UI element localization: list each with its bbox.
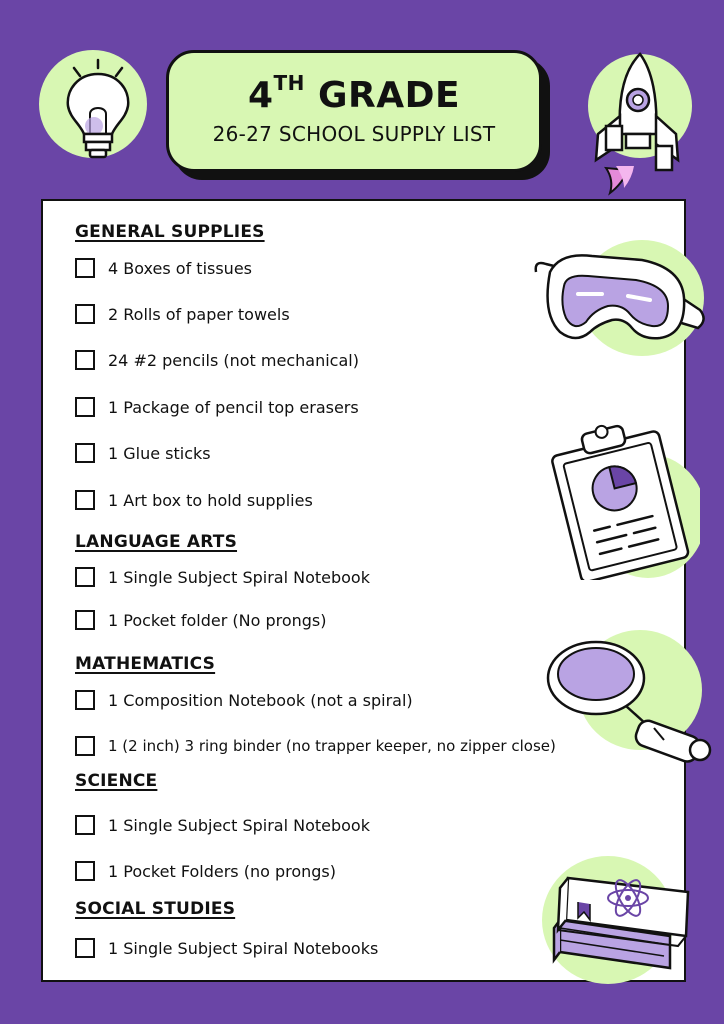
rocket-icon [580, 48, 692, 196]
list-item [75, 690, 413, 710]
grade-number: 4 [247, 75, 274, 116]
item-label: 1 (2 inch) 3 ring binder (no trapper keeper, no zipper close) [108, 737, 556, 755]
list-item [75, 938, 378, 958]
checkbox[interactable] [75, 736, 95, 756]
item-label: 1 Single Subject Spiral Notebooks [108, 938, 379, 958]
books-icon [538, 848, 694, 988]
item-label: 1 Pocket Folders (no prongs) [108, 861, 336, 881]
list-item [75, 861, 336, 881]
section-heading-social-studies: SOCIAL STUDIES [75, 899, 236, 919]
list-item [75, 815, 370, 835]
grade-suffix: TH [273, 71, 305, 95]
checkbox[interactable] [75, 258, 95, 278]
checkbox[interactable] [75, 610, 95, 630]
grade-word: GRADE [317, 75, 461, 116]
checkbox[interactable] [75, 815, 95, 835]
item-label: 1 Single Subject Spiral Notebook [108, 815, 370, 835]
item-label: 1 Art box to hold supplies [108, 490, 313, 510]
list-item [75, 736, 556, 756]
section-heading-language-arts: LANGUAGE ARTS [75, 532, 238, 552]
list-item [75, 258, 252, 278]
list-item [75, 567, 370, 587]
magnifying-glass-icon [542, 628, 714, 768]
title-box [166, 50, 542, 172]
item-label: 24 #2 pencils (not mechanical) [108, 350, 359, 370]
list-item [75, 304, 290, 324]
checkbox[interactable] [75, 861, 95, 881]
item-label: 1 Single Subject Spiral Notebook [108, 567, 370, 587]
item-label: 1 Pocket folder (No prongs) [108, 610, 327, 630]
list-item [75, 490, 313, 510]
item-label: 1 Package of pencil top erasers [108, 397, 359, 417]
checkbox[interactable] [75, 397, 95, 417]
item-label: 1 Composition Notebook (not a spiral) [108, 690, 413, 710]
clipboard-icon [538, 412, 700, 580]
page-title [169, 71, 539, 116]
checkbox[interactable] [75, 938, 95, 958]
checkbox[interactable] [75, 443, 95, 463]
checkbox[interactable] [75, 304, 95, 324]
section-heading-science: SCIENCE [75, 771, 158, 791]
item-label: 4 Boxes of tissues [108, 258, 252, 278]
checkbox[interactable] [75, 567, 95, 587]
checkbox[interactable] [75, 690, 95, 710]
item-label: 2 Rolls of paper towels [108, 304, 290, 324]
list-item [75, 610, 327, 630]
page-subtitle: 26-27 SCHOOL SUPPLY LIST [212, 122, 496, 146]
goggles-icon [532, 238, 708, 360]
list-item [75, 350, 359, 370]
lightbulb-icon [38, 46, 148, 164]
checkbox[interactable] [75, 490, 95, 510]
section-heading-general-supplies: GENERAL SUPPLIES [75, 222, 265, 242]
list-item [75, 397, 359, 417]
section-heading-mathematics: MATHEMATICS [75, 654, 216, 674]
list-item [75, 443, 211, 463]
item-label: 1 Glue sticks [108, 443, 211, 463]
checkbox[interactable] [75, 350, 95, 370]
